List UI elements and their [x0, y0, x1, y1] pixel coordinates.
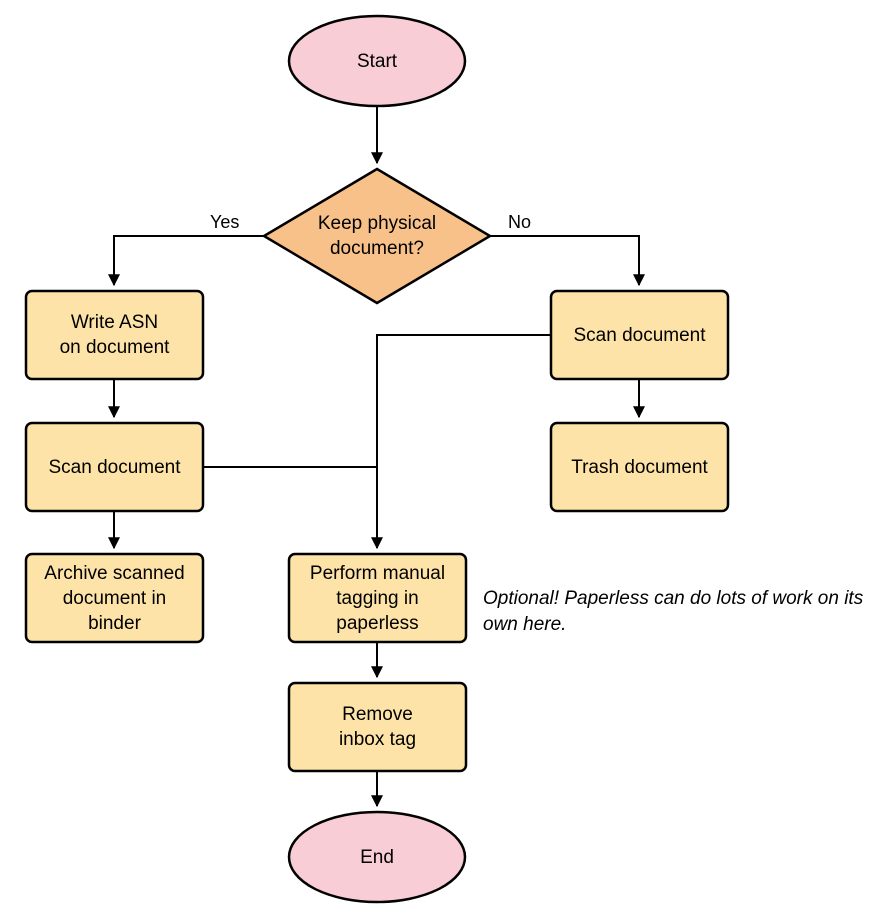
node-trash-shape [551, 423, 728, 511]
node-trash-label: Trash document [571, 456, 708, 478]
node-tagging-label: Perform manual tagging in paperless [309, 562, 446, 634]
node-scan-left-label: Scan document [48, 456, 181, 478]
node-scan-right-label: Scan document [573, 324, 706, 346]
node-scan-left-shape [26, 423, 203, 511]
edge-decision-to-scan-right [490, 236, 639, 285]
node-start-label: Start [356, 50, 398, 72]
node-remove-inbox-label: Remove inbox tag [338, 704, 417, 750]
node-scan-right-shape [551, 291, 728, 379]
node-archive-label: Archive scanned document in binder [44, 562, 185, 634]
edge-scan-right-to-tagging [377, 335, 551, 548]
node-write-asn-label: Write ASN on document [59, 312, 170, 358]
node-start-shape [289, 16, 465, 106]
node-remove-inbox-shape [289, 683, 466, 771]
node-end-label: End [360, 846, 394, 868]
node-write-asn-shape [26, 291, 203, 379]
node-archive-shape [26, 554, 203, 642]
edge-label-no: No [508, 212, 532, 232]
node-end-shape [289, 812, 465, 902]
optional-note: Optional! Paperless can do lots of work on its own here. [483, 588, 864, 635]
edge-label-yes: Yes [210, 212, 240, 232]
edge-decision-to-write-asn [114, 236, 264, 285]
node-tagging-shape [289, 554, 466, 642]
node-decision-label: Keep physical document? [317, 213, 437, 259]
node-decision-shape [264, 169, 490, 303]
